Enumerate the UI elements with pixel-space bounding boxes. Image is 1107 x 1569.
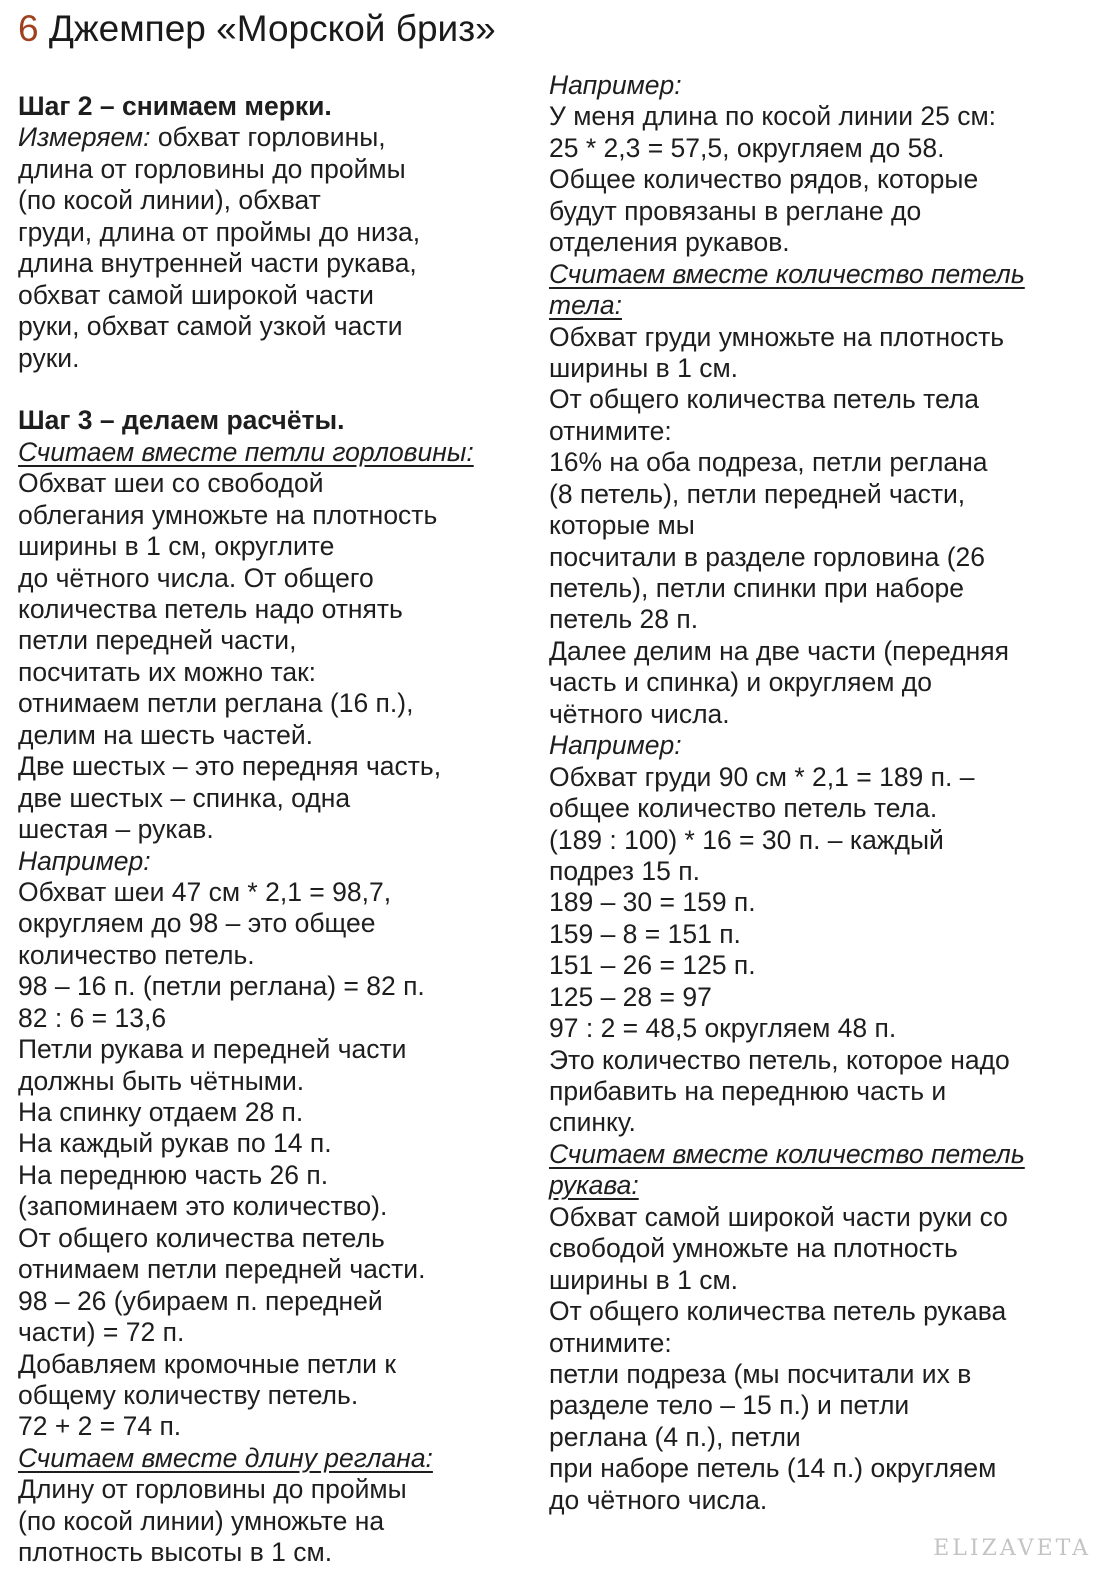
text-line: От общего количества петель рукава [549, 1296, 1007, 1327]
watermark: ELIZAVETA [933, 1536, 1091, 1561]
text-line: петель 28 п. [549, 604, 699, 635]
text-line: округляем до 98 – это общее [18, 908, 376, 939]
text-line: У меня длина по косой линии 25 см: [549, 101, 997, 132]
text-line: подрез 15 п. [549, 855, 700, 886]
text-line: делим на шесть частей. [18, 719, 313, 750]
text-line: до чётного числа. [549, 1484, 768, 1515]
text-line: отнимите: [549, 415, 672, 446]
text-line: ширины в 1 см. [549, 1264, 739, 1295]
text-line: реглана (4 п.), петли [549, 1421, 801, 1452]
text-line: рукава: [549, 1170, 639, 1201]
text-line: Петли рукава и передней части [18, 1034, 407, 1065]
text-line [18, 374, 538, 405]
text-line: части) = 72 п. [18, 1317, 185, 1348]
text-line: Две шестых – это передняя часть, [18, 751, 442, 782]
text-line: 151 – 26 = 125 п. [549, 950, 756, 981]
text-line: отнимаем петли передней части. [18, 1254, 426, 1285]
text-line: петель), петли спинки при наборе [549, 573, 964, 603]
text-line: две шестых – спинка, одна [18, 782, 351, 813]
text-line: до чётного числа. От общего [18, 562, 374, 593]
text-line: (по косой линии), обхват [18, 185, 321, 216]
text-line: 97 : 2 = 48,5 округляем 48 п. [549, 1013, 897, 1044]
text-line: Обхват шеи со свободой [18, 468, 324, 499]
text-line: 82 : 6 = 13,6 [18, 1002, 167, 1033]
text-line: общему количеству петель. [18, 1379, 359, 1410]
text-line: руки. [18, 342, 80, 373]
text-line: разделе тело – 15 п.) и петли [549, 1390, 910, 1421]
text-line: при наборе петель (14 п.) округляем [549, 1453, 997, 1484]
text-line: посчитать их можно так: [18, 656, 317, 687]
text-line: петли передней части, [18, 625, 297, 656]
text-line: ширины в 1 см. [549, 352, 739, 383]
text-line: тела: [549, 290, 622, 321]
text-line: свободой умножьте на плотность [549, 1233, 958, 1264]
text-line: должны быть чётными. [18, 1065, 305, 1096]
text-line: количества петель надо отнять [18, 594, 403, 624]
title-text: Джемпер «Морской бриз» [48, 8, 496, 49]
text-line: будут провязаны в реглане до [549, 195, 922, 226]
text-line: (189 : 100) * 16 = 30 п. – каждый [549, 824, 944, 855]
text-line: 189 – 30 = 159 п. [549, 887, 756, 918]
text-line: Например: [549, 70, 682, 100]
text-line: Считаем вместе количество петель [549, 1138, 1025, 1169]
text-line: (запоминаем это количество). [18, 1191, 388, 1222]
text-fragment: обхват горловины, [150, 122, 386, 153]
text-line: облегания умножьте на плотность [18, 499, 438, 530]
text-line: 159 – 8 = 151 п. [549, 918, 741, 949]
text-line: руки, обхват самой узкой части [18, 311, 403, 342]
text-line: которые мы [549, 510, 695, 541]
text-line: Считаем вместе длину реглана: [18, 1442, 433, 1473]
text-line: От общего количества петель тела [549, 384, 980, 415]
text-line: спинку. [549, 1107, 636, 1138]
text-line: количество петель. [18, 939, 255, 970]
text-line: Считаем вместе количество петель [549, 258, 1025, 289]
text-line: чётного числа. [549, 698, 730, 729]
text-line: обхват самой широкой части [18, 279, 374, 310]
text-line: отнимаем петли реглана (16 п.), [18, 688, 414, 719]
text-line: Шаг 2 – снимаем мерки. [18, 91, 332, 121]
text-line: Общее количество рядов, которые [549, 164, 979, 195]
text-line: От общего количества петель [18, 1222, 385, 1253]
text-line: Например: [18, 845, 151, 876]
text-line: (по косой линии) умножьте на [18, 1505, 385, 1536]
text-line: часть и спинка) и округляем до [549, 667, 933, 698]
text-line: Обхват груди умножьте на плотность [549, 321, 1005, 352]
text-line: отделения рукавов. [549, 227, 790, 258]
text-line: 98 – 16 п. (петли реглана) = 82 п. [18, 971, 425, 1002]
text-line: 98 – 26 (убираем п. передней [18, 1285, 383, 1316]
text-line: Длину от горловины до проймы [18, 1474, 407, 1505]
text-line: На переднюю часть 26 п. [18, 1159, 329, 1190]
left-column [18, 91, 538, 1569]
text-line: прибавить на переднюю часть и [549, 1076, 947, 1106]
text-line: Например: [549, 730, 682, 761]
text-line: длина от горловины до проймы [18, 153, 406, 184]
text-line: Это количество петель, которое надо [549, 1044, 1010, 1075]
text-line: Считаем вместе петли горловины: [18, 436, 474, 467]
text-line: 125 – 28 = 97 [549, 981, 712, 1012]
text-line: Шаг 3 – делаем расчёты. [18, 405, 345, 436]
text-line: На каждый рукав по 14 п. [18, 1128, 332, 1159]
text-line: посчитали в разделе горловина (26 [549, 541, 985, 572]
text-line: отнимите: [549, 1327, 672, 1358]
text-line: Обхват самой широкой части руки со [549, 1201, 1008, 1232]
text-line: шестая – рукав. [18, 814, 214, 845]
text-line: На спинку отдаем 28 п. [18, 1097, 304, 1127]
text-line: 72 + 2 = 74 п. [18, 1411, 182, 1442]
text-line: 25 * 2,3 = 57,5, округляем до 58. [549, 132, 945, 163]
text-line: Обхват шеи 47 см * 2,1 = 98,7, [18, 876, 392, 907]
text-line: Добавляем кромочные петли к [18, 1348, 396, 1379]
text-line: (8 петель), петли передней части, [549, 478, 966, 509]
right-column [549, 70, 1099, 1516]
text-line: плотность высоты в 1 см. [18, 1537, 333, 1568]
text-line: петли подреза (мы посчитали их в [549, 1358, 972, 1389]
text-line: длина внутренней части рукава, [18, 248, 417, 279]
text-line: общее количество петель тела. [549, 793, 938, 824]
text-line: груди, длина от проймы до низа, [18, 216, 421, 247]
text-line: Обхват груди 90 см * 2,1 = 189 п. – [549, 761, 975, 792]
page-title [18, 6, 496, 52]
text-line: ширины в 1 см, округлите [18, 531, 335, 562]
text-fragment: Измеряем: [18, 122, 151, 153]
text-line: Далее делим на две части (передняя [549, 635, 1009, 666]
text-line: 16% на оба подреза, петли реглана [549, 447, 988, 478]
text-line [18, 122, 538, 153]
chapter-number: 6 [18, 8, 39, 49]
